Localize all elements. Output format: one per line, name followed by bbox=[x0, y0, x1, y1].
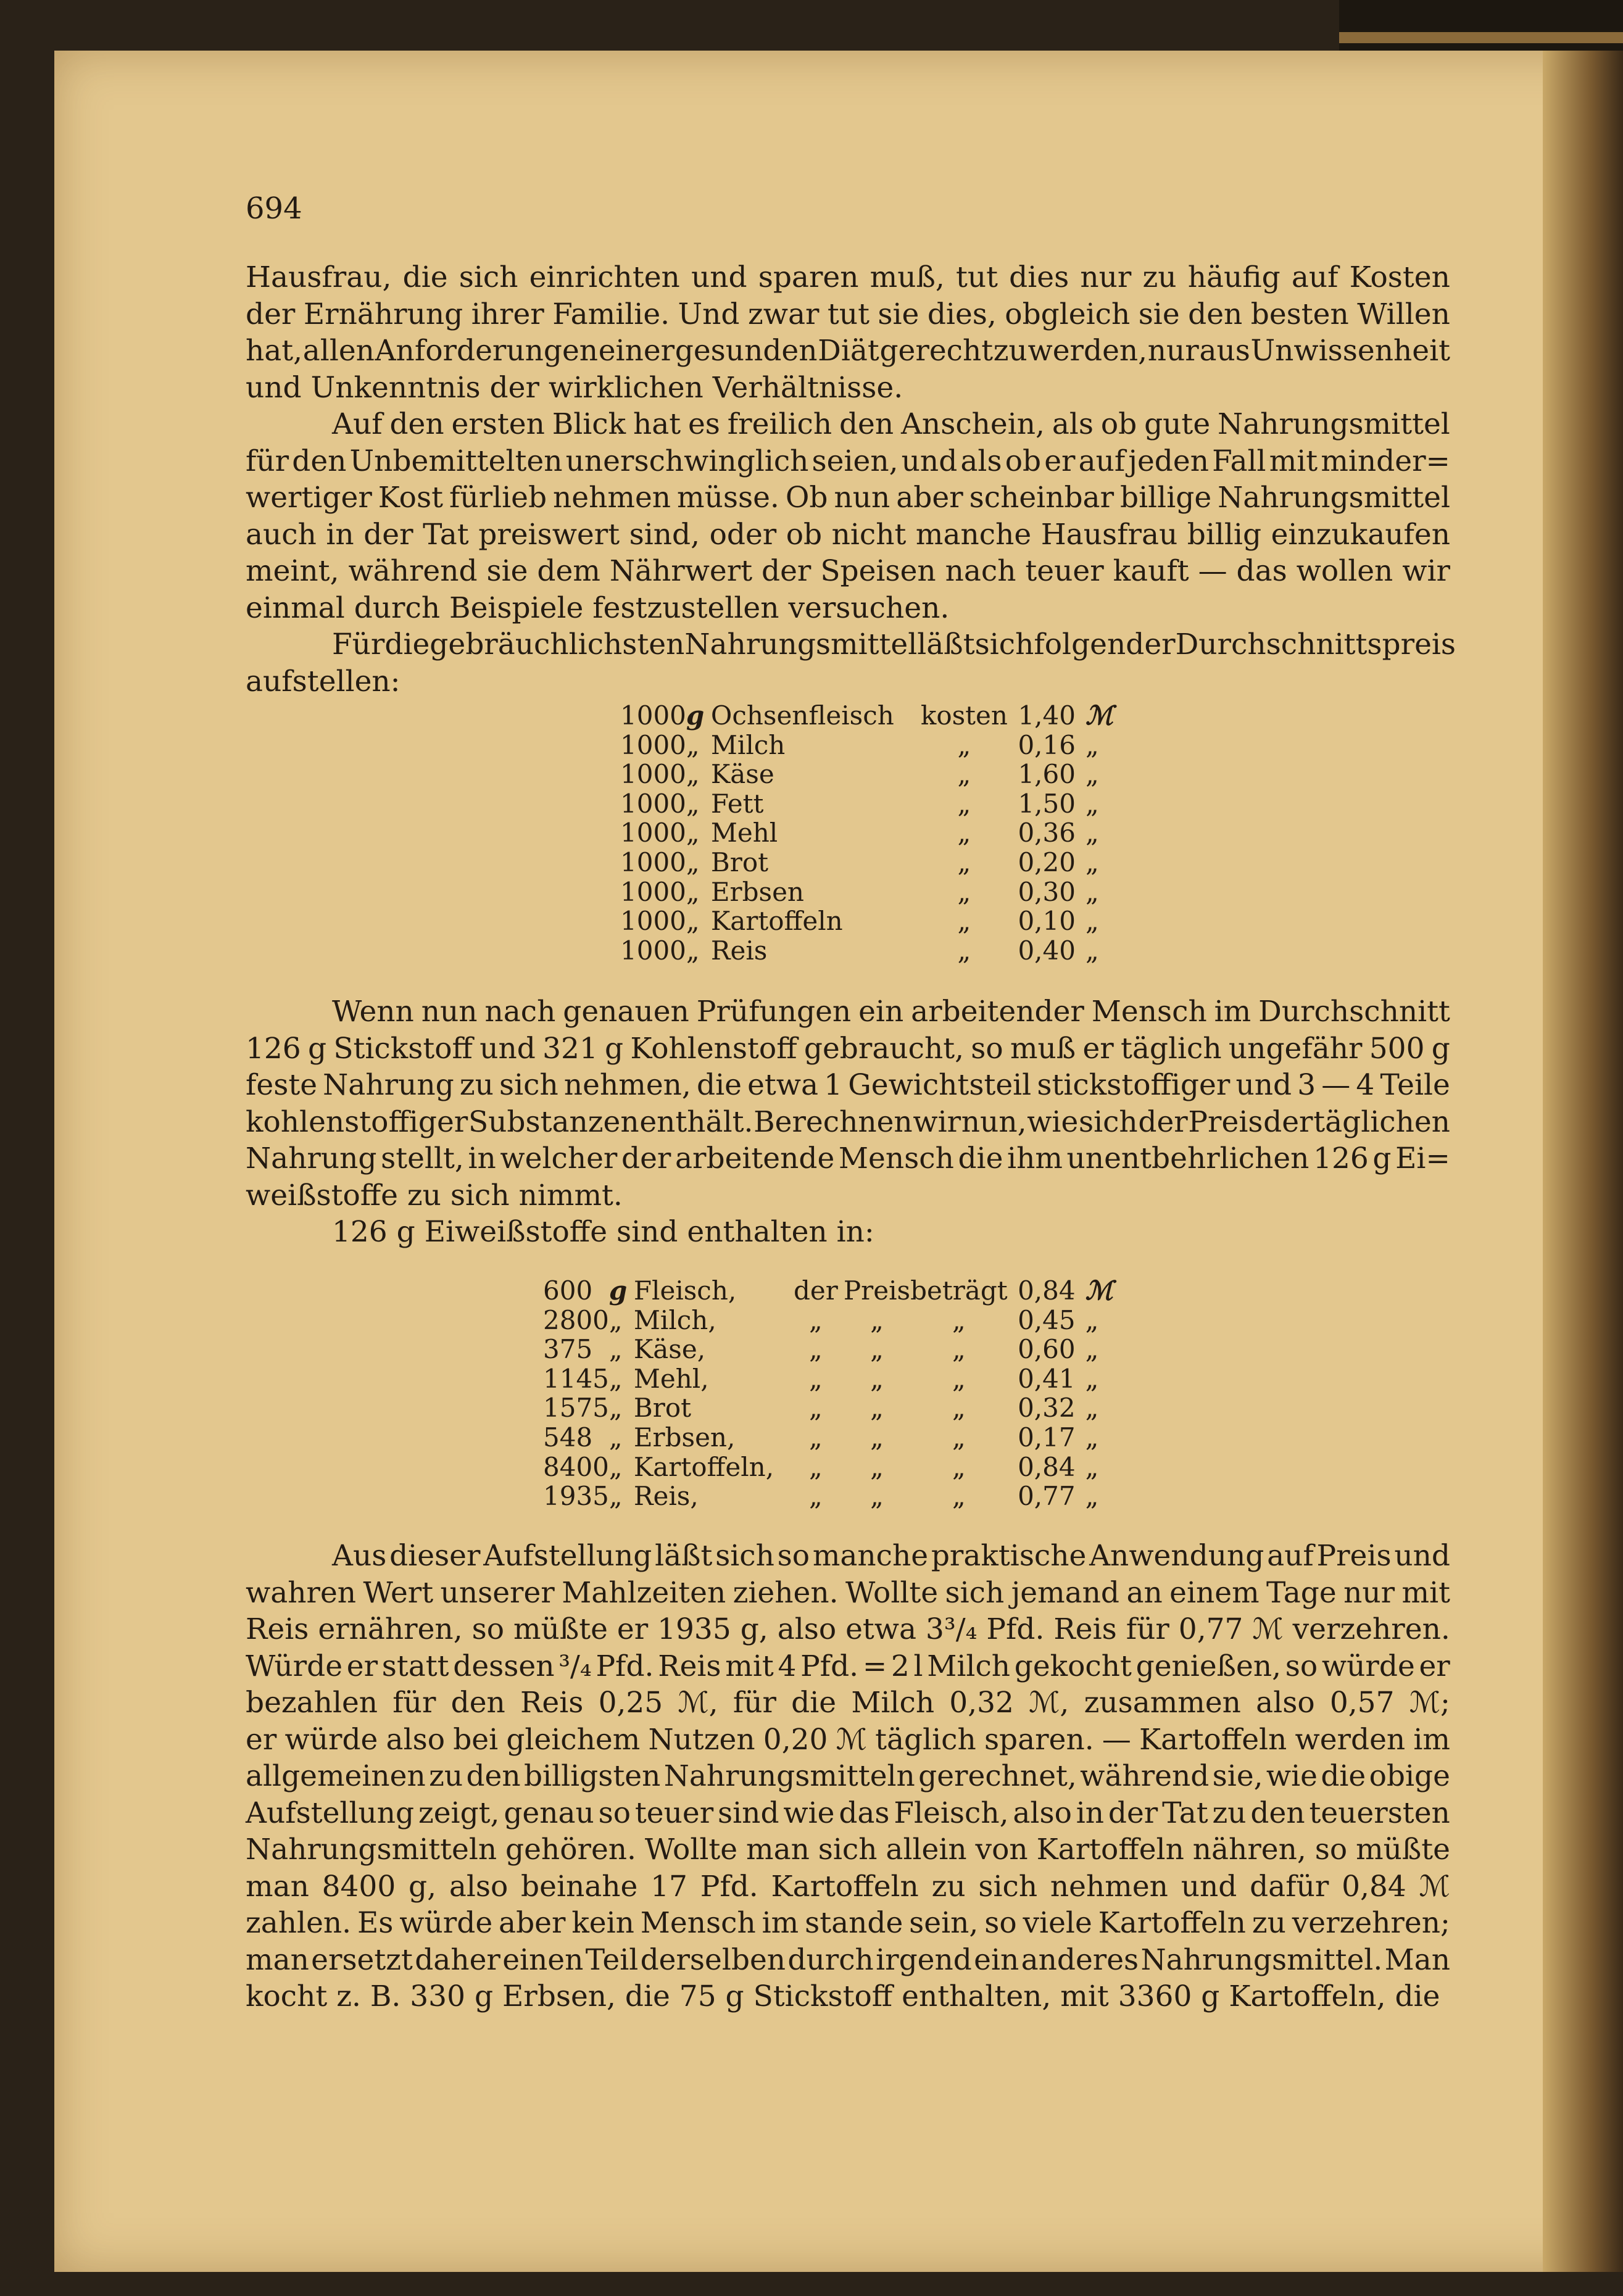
protein_table-amount-cell: 2800 bbox=[543, 1304, 609, 1335]
protein_table-price-cell: 0,17 bbox=[1018, 1422, 1076, 1453]
scanner-top-band bbox=[1339, 32, 1623, 43]
text-line: wertiger Kost fürlieb nehmen müsse. Ob nun aber scheinbar billige Nahrungsmittel bbox=[246, 481, 1450, 515]
paragraph-1 bbox=[246, 259, 1450, 406]
protein_table-unit-cell: „ bbox=[608, 1393, 623, 1424]
protein_table-amount-cell: 1145 bbox=[543, 1363, 609, 1394]
protein_table-w1-cell: „ bbox=[809, 1334, 823, 1365]
protein_table-row bbox=[543, 1276, 1113, 1306]
protein_table-row bbox=[543, 1453, 1113, 1482]
price_table-row bbox=[620, 818, 1113, 848]
price_table-verb-cell: „ bbox=[957, 935, 971, 966]
price_table-amount-cell: 1000 bbox=[620, 788, 686, 819]
price_table-row bbox=[620, 877, 1113, 907]
protein_table-row bbox=[543, 1306, 1113, 1335]
text-line: meint, während sie dem Nährwert der Speisen nach teuer kauft — das wollen wir bbox=[246, 554, 1450, 588]
protein_table-w1-cell: „ bbox=[809, 1481, 823, 1512]
protein_table-row bbox=[543, 1423, 1113, 1453]
price_table-currency-cell: ℳ bbox=[1085, 700, 1113, 731]
protein_table-item-cell: Kartoffeln, bbox=[633, 1451, 774, 1482]
protein_table-w2-cell: „ bbox=[870, 1393, 884, 1424]
price_table-unit-cell: „ bbox=[686, 788, 700, 819]
price_table-currency-cell: „ bbox=[1085, 759, 1099, 790]
price_table-row bbox=[620, 789, 1113, 819]
price_table-currency-cell: „ bbox=[1085, 876, 1099, 907]
text-line: kocht z. B. 330 g Erbsen, die 75 g Stickstoff enthalten, mit 3360 g Kartoffeln, die bbox=[246, 1979, 1440, 2013]
text-line: Nahrung stellt, in welcher der arbeitende Mensch die ihm unentbehrlichen 126 g Ei= bbox=[246, 1142, 1450, 1175]
protein_table-item-cell: Brot bbox=[633, 1393, 691, 1424]
price_table-amount-cell: 1000 bbox=[620, 759, 686, 790]
protein_table-price-cell: 0,77 bbox=[1018, 1481, 1076, 1512]
price_table-row bbox=[620, 936, 1113, 966]
page-number: 694 bbox=[246, 191, 302, 226]
protein_table-amount-cell: 600 bbox=[543, 1275, 593, 1306]
protein_table-w3-cell: beträgt bbox=[910, 1275, 1008, 1306]
price_table-row bbox=[620, 848, 1113, 877]
protein_table-w3-cell: „ bbox=[952, 1363, 966, 1394]
protein_table-currency-cell: „ bbox=[1085, 1304, 1099, 1335]
text-line: für den Unbemittelten unerschwinglich seien, und als ob er auf jeden Fall mit minder= bbox=[246, 444, 1450, 478]
protein_table-row bbox=[543, 1364, 1113, 1394]
price_table-price-cell: 1,40 bbox=[1018, 700, 1076, 731]
text-line: weißstoffe zu sich nimmt. bbox=[246, 1178, 623, 1212]
protein_table-unit-cell: „ bbox=[608, 1363, 623, 1394]
protein_table-item-cell: Milch, bbox=[633, 1304, 716, 1335]
price_table-price-cell: 0,40 bbox=[1018, 935, 1076, 966]
protein_table-currency-cell: „ bbox=[1085, 1393, 1099, 1424]
price_table-item-cell: Mehl bbox=[710, 818, 778, 848]
protein_table-item-cell: Reis, bbox=[633, 1481, 699, 1512]
protein_table-row bbox=[543, 1335, 1113, 1364]
protein_table-unit-cell: „ bbox=[608, 1334, 623, 1365]
price_table-verb-cell: „ bbox=[957, 818, 971, 848]
protein_table-w1-cell: der bbox=[793, 1275, 838, 1306]
text-line: man 8400 g, also beinahe 17 Pfd. Kartoffeln zu sich nehmen und dafür 0,84 ℳ bbox=[246, 1869, 1450, 1904]
text-line: kohlenstoffiger Substanzen enthält. Berechnen wir nun, wie sich der Preis der täglichen bbox=[246, 1104, 1450, 1139]
protein_table-price-cell: 0,45 bbox=[1018, 1304, 1076, 1335]
price_table-verb-cell: „ bbox=[957, 847, 971, 877]
text-line: Nahrungsmitteln gehören. Wollte man sich allein von Kartoffeln nähren, so müßte bbox=[246, 1833, 1450, 1867]
protein_table-currency-cell: „ bbox=[1085, 1363, 1099, 1394]
price_table-item-cell: Reis bbox=[710, 935, 768, 966]
price_table-price-cell: 1,60 bbox=[1018, 759, 1076, 790]
price_table-unit-cell: „ bbox=[686, 759, 700, 790]
text-line: hat, allen Anforderungen einer gesunden Diät gerecht zu werden, nur aus Unwissenheit bbox=[246, 334, 1450, 368]
text-line: der Ernährung ihrer Familie. Und zwar tut sie dies, obgleich sie den besten Willen bbox=[246, 297, 1450, 331]
price_table-verb-cell: „ bbox=[957, 759, 971, 790]
protein_table-w1-cell: „ bbox=[809, 1363, 823, 1394]
protein_table-price-cell: 0,41 bbox=[1018, 1363, 1076, 1394]
price_table-verb-cell: „ bbox=[957, 729, 971, 760]
protein_table-amount-cell: 1575 bbox=[543, 1393, 609, 1424]
protein_table-price-cell: 0,84 bbox=[1018, 1275, 1076, 1306]
price_table-row bbox=[620, 760, 1113, 789]
paragraph-6 bbox=[246, 1538, 1450, 2015]
protein_table-w3-cell: „ bbox=[952, 1481, 966, 1512]
price_table-currency-cell: „ bbox=[1085, 906, 1099, 937]
protein_table-w3-cell: „ bbox=[952, 1451, 966, 1482]
text-line: Für die gebräuchlichsten Nahrungsmittel läßt sich folgender Durchschnittspreis bbox=[332, 628, 1456, 661]
price_table-verb-cell: kosten bbox=[920, 700, 1008, 731]
text-line: Wenn nun nach genauen Prüfungen ein arbeitender Mensch im Durchschnitt bbox=[332, 995, 1450, 1029]
protein_table-unit-cell: g bbox=[608, 1275, 628, 1306]
protein_table-amount-cell: 548 bbox=[543, 1422, 593, 1453]
price_table-row bbox=[620, 731, 1113, 760]
text-line: Aufstellung zeigt, genau so teuer sind wie das Fleisch, also in der Tat zu den teuersten bbox=[246, 1796, 1450, 1830]
protein_table-w2-cell: Preis bbox=[843, 1275, 911, 1306]
protein_table-w2-cell: „ bbox=[870, 1334, 884, 1365]
protein_table-currency-cell: „ bbox=[1085, 1451, 1099, 1482]
price_table-amount-cell: 1000 bbox=[620, 818, 686, 848]
price_table-price-cell: 1,50 bbox=[1018, 788, 1076, 819]
protein_table-w1-cell: „ bbox=[809, 1304, 823, 1335]
protein_table-row bbox=[543, 1393, 1113, 1423]
protein_table-row bbox=[543, 1482, 1113, 1511]
price_table-item-cell: Fett bbox=[710, 788, 764, 819]
price_table-verb-cell: „ bbox=[957, 906, 971, 937]
price_table-currency-cell: „ bbox=[1085, 935, 1099, 966]
text-line: bezahlen für den Reis 0,25 ℳ, für die Milch 0,32 ℳ, zusammen also 0,57 ℳ; bbox=[246, 1686, 1450, 1720]
text-line: Würde er statt dessen ³/₄ Pfd. Reis mit 4 Pfd. = 2 l Milch gekocht genießen, so würde er bbox=[246, 1649, 1450, 1683]
protein_table-currency-cell: „ bbox=[1085, 1481, 1099, 1512]
protein_table-w3-cell: „ bbox=[952, 1304, 966, 1335]
price_table-row bbox=[620, 701, 1113, 731]
protein_table-amount-cell: 375 bbox=[543, 1334, 593, 1365]
protein_table-w3-cell: „ bbox=[952, 1393, 966, 1424]
price_table-unit-cell: g bbox=[686, 700, 705, 731]
price-table bbox=[620, 701, 1113, 965]
price_table-currency-cell: „ bbox=[1085, 818, 1099, 848]
protein_table-w2-cell: „ bbox=[870, 1304, 884, 1335]
protein_table-w2-cell: „ bbox=[870, 1363, 884, 1394]
text-line: allgemeinen zu den billigsten Nahrungsmitteln gerechnet, während sie, wie die obige bbox=[246, 1759, 1450, 1793]
price_table-unit-cell: „ bbox=[686, 729, 700, 760]
price_table-price-cell: 0,20 bbox=[1018, 847, 1076, 877]
text-line: aufstellen: bbox=[246, 664, 401, 698]
paragraph-4 bbox=[246, 993, 1450, 1214]
protein_table-currency-cell: „ bbox=[1085, 1334, 1099, 1365]
text-line: auch in der Tat preiswert sind, oder ob nicht manche Hausfrau billig einzukaufen bbox=[246, 517, 1450, 552]
text-line: 126 g Stickstoff und 321 g Kohlenstoff gebraucht, so muß er täglich ungefähr 500 g bbox=[246, 1031, 1450, 1066]
protein_table-w3-cell: „ bbox=[952, 1334, 966, 1365]
price_table-row bbox=[620, 906, 1113, 936]
protein-table bbox=[543, 1276, 1113, 1511]
price_table-item-cell: Kartoffeln bbox=[710, 906, 843, 937]
price_table-amount-cell: 1000 bbox=[620, 729, 686, 760]
price_table-item-cell: Käse bbox=[710, 759, 774, 790]
price_table-unit-cell: „ bbox=[686, 847, 700, 877]
price_table-unit-cell: „ bbox=[686, 935, 700, 966]
text-line: Aus dieser Aufstellung läßt sich so manche praktische Anwendung auf Preis und bbox=[332, 1539, 1450, 1573]
price_table-price-cell: 0,16 bbox=[1018, 729, 1076, 760]
price_table-amount-cell: 1000 bbox=[620, 906, 686, 937]
protein_table-item-cell: Erbsen, bbox=[633, 1422, 736, 1453]
text-line: Auf den ersten Blick hat es freilich den Anschein, als ob gute Nahrungsmittel bbox=[332, 407, 1450, 441]
protein_table-w2-cell: „ bbox=[870, 1451, 884, 1482]
price_table-verb-cell: „ bbox=[957, 788, 971, 819]
protein_table-unit-cell: „ bbox=[608, 1304, 623, 1335]
protein_table-item-cell: Käse, bbox=[633, 1334, 706, 1365]
price_table-unit-cell: „ bbox=[686, 818, 700, 848]
protein_table-amount-cell: 1935 bbox=[543, 1481, 609, 1512]
price_table-currency-cell: „ bbox=[1085, 847, 1099, 877]
text-line: man ersetzt daher einen Teil derselben durch irgend ein anderes Nahrungsmittel. Man bbox=[246, 1942, 1450, 1977]
text-line: Reis ernähren, so müßte er 1935 g, also etwa 3³/₄ Pfd. Reis für 0,77 ℳ verzehren. bbox=[246, 1612, 1450, 1646]
price_table-item-cell: Ochsenfleisch bbox=[710, 700, 894, 731]
protein_table-price-cell: 0,32 bbox=[1018, 1393, 1076, 1424]
scanner-top-strip bbox=[1339, 0, 1623, 51]
text-line: er würde also bei gleichem Nutzen 0,20 ℳ täglich sparen. — Kartoffeln werden im bbox=[246, 1722, 1450, 1757]
protein_table-price-cell: 0,84 bbox=[1018, 1451, 1076, 1482]
protein_table-w3-cell: „ bbox=[952, 1422, 966, 1453]
price_table-currency-cell: „ bbox=[1085, 788, 1099, 819]
price_table-price-cell: 0,10 bbox=[1018, 906, 1076, 937]
price_table-unit-cell: „ bbox=[686, 906, 700, 937]
protein_table-w1-cell: „ bbox=[809, 1451, 823, 1482]
price_table-price-cell: 0,36 bbox=[1018, 818, 1076, 848]
price_table-amount-cell: 1000 bbox=[620, 876, 686, 907]
text-line: Hausfrau, die sich einrichten und sparen muß, tut dies nur zu häufig auf Kosten bbox=[246, 260, 1450, 294]
price_table-price-cell: 0,30 bbox=[1018, 876, 1076, 907]
text-line: und Unkenntnis der wirklichen Verhältnisse. bbox=[246, 370, 903, 405]
protein_table-item-cell: Fleisch, bbox=[633, 1275, 737, 1306]
text-line: feste Nahrung zu sich nehmen, die etwa 1 Gewichtsteil stickstoffiger und 3 — 4 Teile bbox=[246, 1068, 1450, 1102]
text-line: zahlen. Es würde aber kein Mensch im stande sein, so viele Kartoffeln zu verzehren; bbox=[246, 1906, 1450, 1940]
protein_table-unit-cell: „ bbox=[608, 1481, 623, 1512]
paragraph-5 bbox=[246, 1214, 1450, 1251]
price_table-item-cell: Erbsen bbox=[710, 876, 804, 907]
price_table-amount-cell: 1000 bbox=[620, 935, 686, 966]
protein_table-w1-cell: „ bbox=[809, 1393, 823, 1424]
text-line: 126 g Eiweißstoffe sind enthalten in: bbox=[332, 1215, 874, 1249]
price_table-amount-cell: 1000 bbox=[620, 847, 686, 877]
protein_table-unit-cell: „ bbox=[608, 1451, 623, 1482]
protein_table-item-cell: Mehl, bbox=[633, 1363, 709, 1394]
price_table-unit-cell: „ bbox=[686, 876, 700, 907]
price_table-verb-cell: „ bbox=[957, 876, 971, 907]
protein_table-w2-cell: „ bbox=[870, 1422, 884, 1453]
paragraph-2 bbox=[246, 406, 1450, 626]
price_table-item-cell: Brot bbox=[710, 847, 768, 877]
protein_table-currency-cell: „ bbox=[1085, 1422, 1099, 1453]
price_table-item-cell: Milch bbox=[710, 729, 786, 760]
text-line: einmal durch Beispiele festzustellen versuchen. bbox=[246, 591, 950, 625]
price_table-amount-cell: 1000 bbox=[620, 700, 686, 731]
text-line: wahren Wert unserer Mahlzeiten ziehen. Wollte sich jemand an einem Tage nur mit bbox=[246, 1575, 1450, 1610]
protein_table-unit-cell: „ bbox=[608, 1422, 623, 1453]
protein_table-w1-cell: „ bbox=[809, 1422, 823, 1453]
page-gutter bbox=[1543, 51, 1623, 2272]
price_table-currency-cell: „ bbox=[1085, 729, 1099, 760]
protein_table-currency-cell: ℳ bbox=[1085, 1275, 1113, 1306]
paragraph-3 bbox=[246, 626, 1456, 700]
protein_table-amount-cell: 8400 bbox=[543, 1451, 609, 1482]
protein_table-price-cell: 0,60 bbox=[1018, 1334, 1076, 1365]
protein_table-w2-cell: „ bbox=[870, 1481, 884, 1512]
